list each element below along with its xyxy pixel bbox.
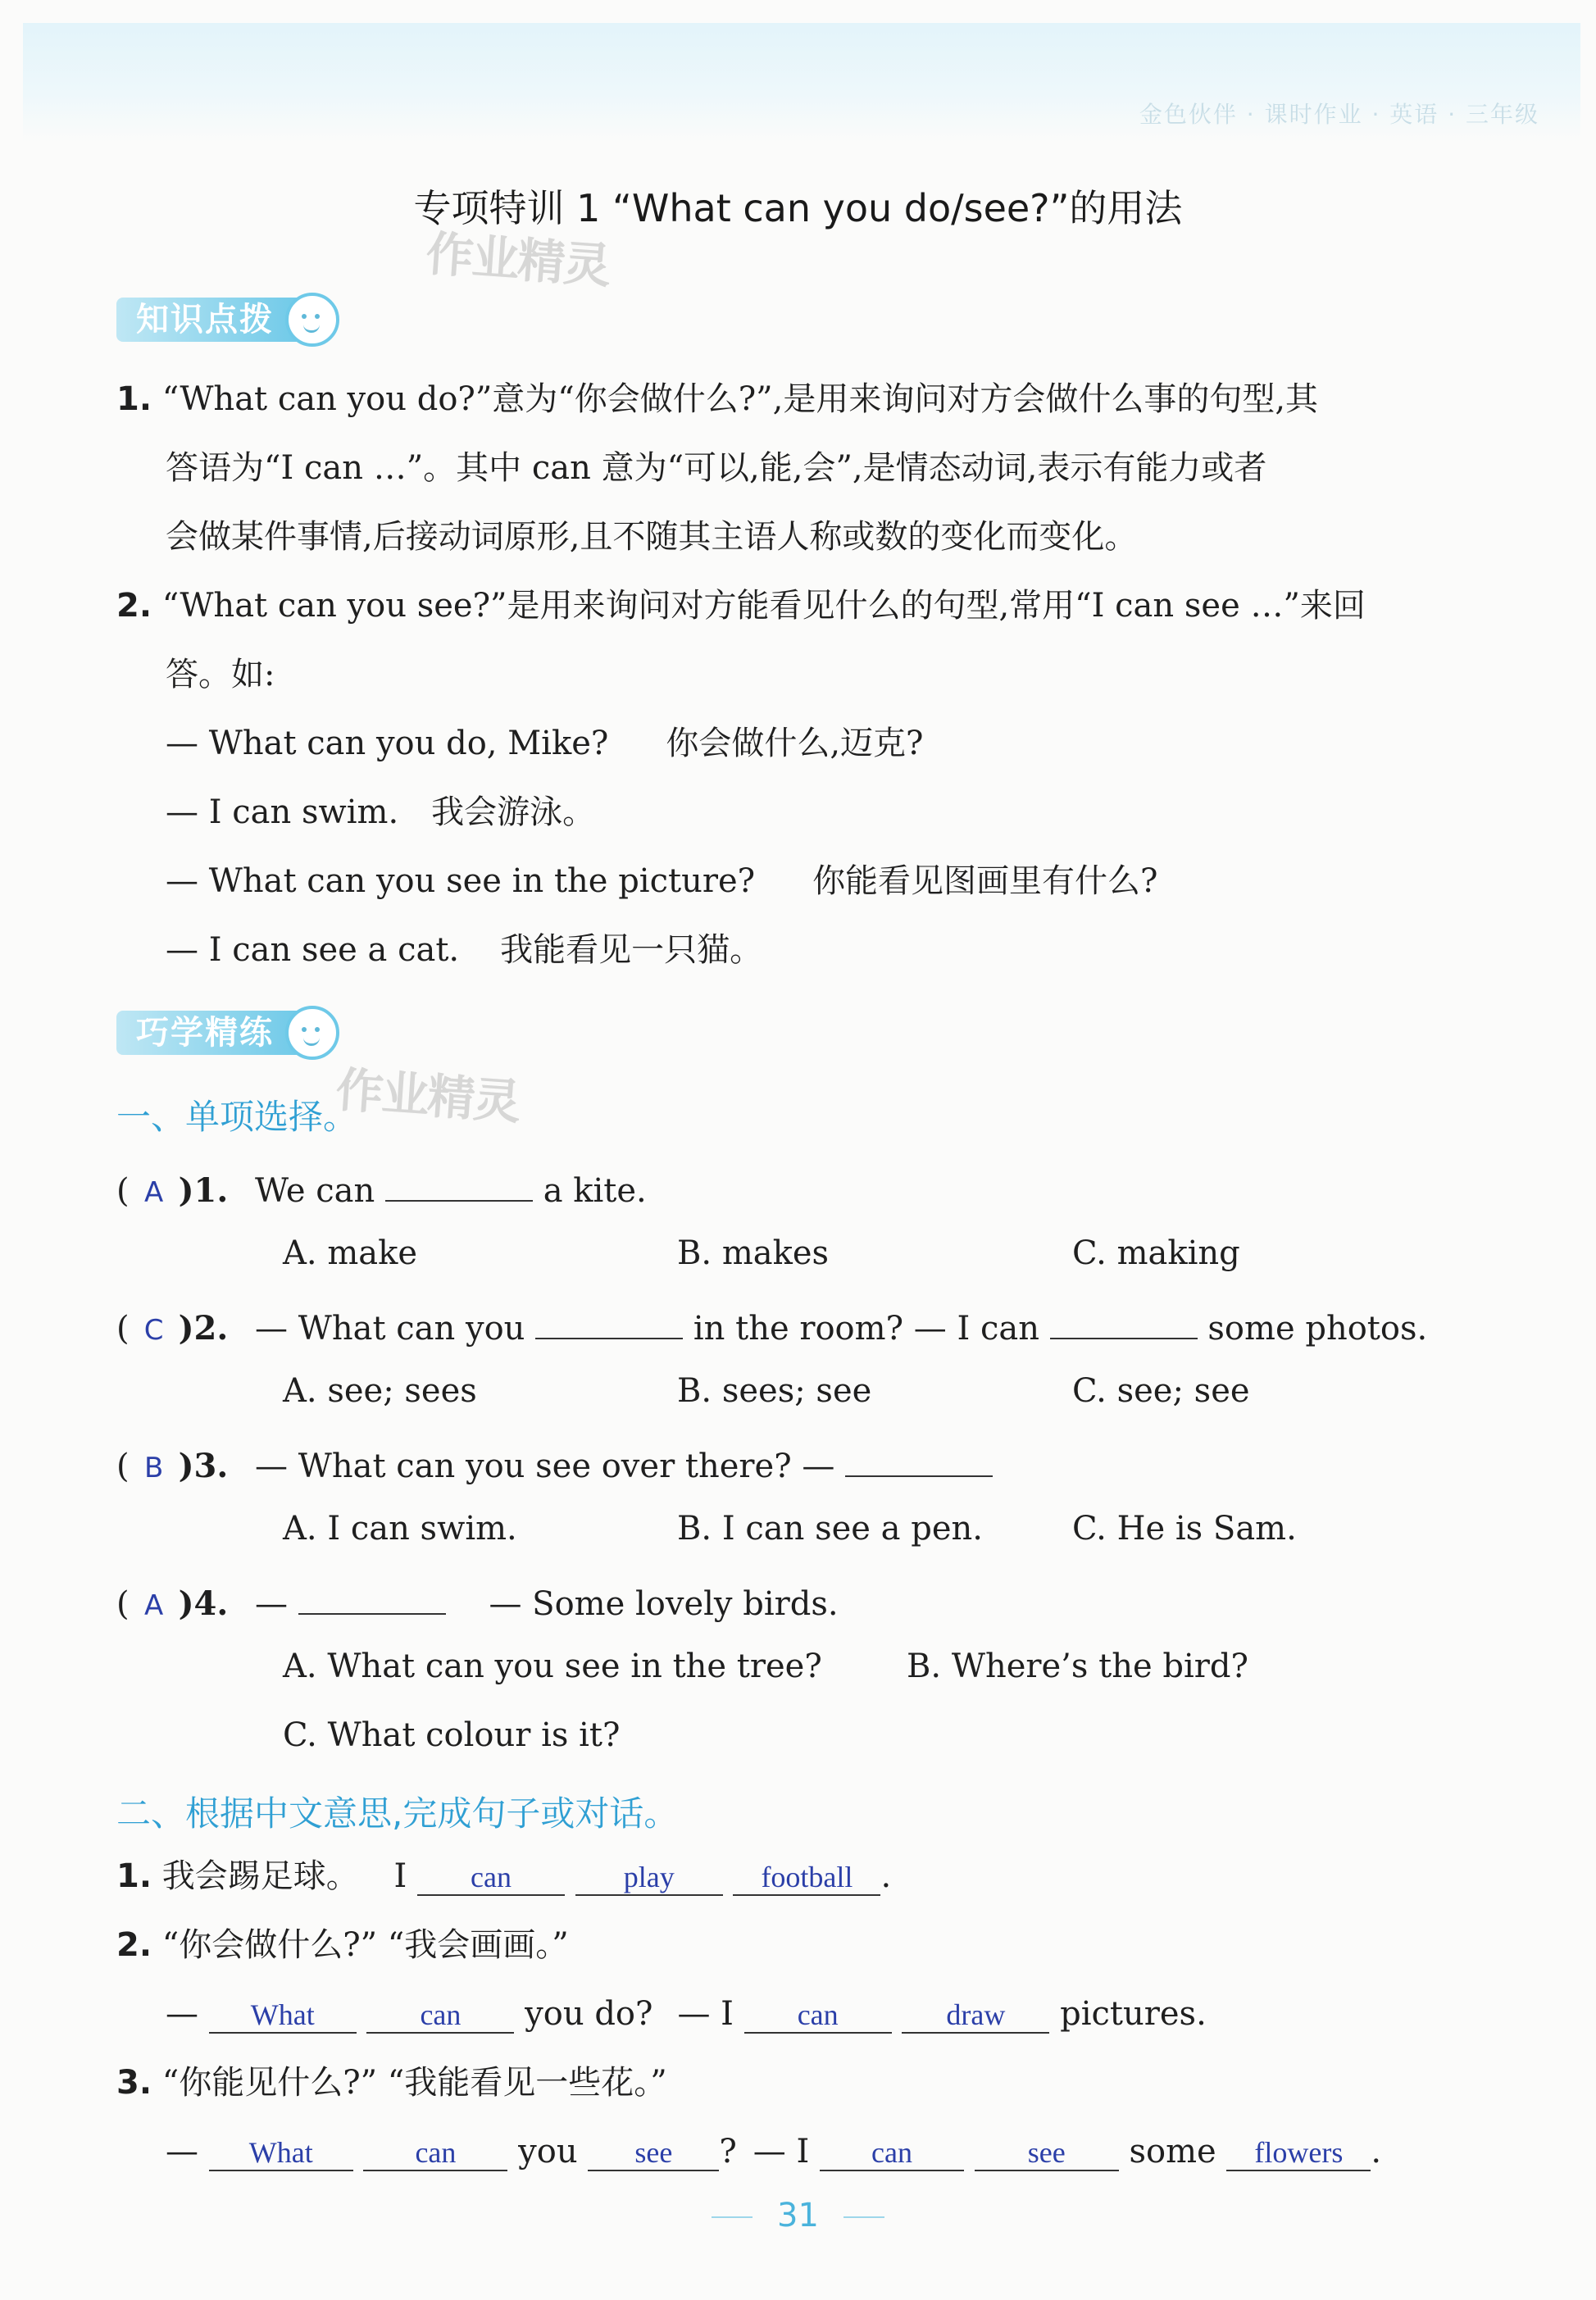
mc-2-option-c: C. see; see (1072, 1372, 1250, 1410)
banner-text: 金色伙伴 · 课时作业 · 英语 · 三年级 (1139, 101, 1539, 128)
blank[interactable]: football (733, 1858, 880, 1896)
blank[interactable] (385, 1164, 533, 1202)
mc-2-option-a: A. see; sees (283, 1372, 477, 1410)
example-3: — What can you see in the picture? 你能看见图画里有什么? (166, 862, 1158, 900)
blank[interactable]: play (575, 1858, 723, 1896)
mc-question-3: ( B )3. — What can you see over there? — (116, 1439, 993, 1489)
example-2: — I can swim. 我会游泳。 (166, 793, 596, 831)
blank[interactable]: What (209, 1996, 357, 2034)
mc-1-option-b: B. makes (677, 1234, 830, 1272)
mc-3-option-a: A. I can swim. (283, 1510, 517, 1548)
mc-1-option-a: A. make (283, 1234, 418, 1272)
example-4: — I can see a cat. 我能看见一只猫。 (166, 931, 763, 969)
watermark: 作业精灵 (334, 1061, 521, 1130)
example-1: — What can you do, Mike? 你会做什么,迈克? (166, 725, 924, 762)
knowledge-tag (116, 297, 339, 343)
watermark: 作业精灵 (424, 225, 612, 294)
blank[interactable]: draw (902, 1996, 1049, 2034)
mc-answer-4: A (143, 1589, 164, 1622)
fill-question-3: 3. “你能见什么?” “我能看见一些花。” (116, 2064, 667, 2102)
blank[interactable] (535, 1302, 683, 1339)
mc-3-option-c: C. He is Sam. (1072, 1510, 1297, 1548)
knowledge-item-1-line-2: 答语为“I can …”。其中 can 意为“可以,能,会”,是情态动词,表示有能力或者 (166, 449, 1267, 487)
blank[interactable]: can (366, 1996, 514, 2034)
blank[interactable]: see (975, 2134, 1119, 2171)
part2-heading: 二、根据中文意思,完成句子或对话。 (116, 1793, 679, 1834)
knowledge-item-2-line-2: 答。如: (166, 656, 275, 693)
fill-question-3-answer: — What can you see ? — I can see some flowers . (166, 2133, 1382, 2170)
mc-answer-1: A (143, 1176, 164, 1209)
knowledge-item-1-line-3: 会做某件事情,后接动词原形,且不随其主语人称或数的变化而变化。 (166, 518, 1138, 556)
fill-question-2: 2. “你会做什么?” “我会画画。” (116, 1926, 569, 1964)
smiley-icon (285, 293, 339, 347)
blank[interactable]: can (744, 1996, 892, 2034)
mc-question-4: ( A )4. — — Some lovely birds. (116, 1577, 839, 1626)
knowledge-item-1-line-1: 1. “What can you do?”意为“你会做什么?”,是用来询问对方会做什么事的句型,其 (116, 380, 1319, 418)
practice-tag (116, 1010, 339, 1056)
smiley-icon (285, 1006, 339, 1060)
knowledge-tag-label: 知识点拨 (116, 298, 303, 342)
mc-4-option-a: A. What can you see in the tree? (283, 1648, 822, 1685)
fill-question-1: 1. 我会踢足球。 I can play football . (116, 1857, 892, 1895)
knowledge-item-2-line-1: 2. “What can you see?”是用来询问对方能看见什么的句型,常用“I can see …”来回 (116, 587, 1366, 625)
fill-question-2-answer: — What can you do? — I can draw pictures. (166, 1995, 1207, 2033)
blank[interactable]: can (363, 2134, 507, 2171)
blank[interactable]: flowers (1226, 2134, 1371, 2171)
blank[interactable]: What (209, 2134, 353, 2171)
blank[interactable]: can (820, 2134, 964, 2171)
blank[interactable]: see (588, 2134, 719, 2171)
blank[interactable] (845, 1439, 993, 1477)
page-number: 31 (0, 2197, 1596, 2234)
part1-heading: 一、单项选择。 (116, 1097, 358, 1137)
mc-answer-3: B (143, 1452, 164, 1484)
mc-2-option-b: B. sees; see (677, 1372, 872, 1410)
mc-4-option-b: B. Where’s the bird? (907, 1648, 1248, 1685)
blank[interactable] (1050, 1302, 1198, 1339)
header-banner (23, 23, 1580, 142)
mc-4-option-c: C. What colour is it? (283, 1716, 621, 1754)
mc-question-2: ( C )2. — What can you in the room? — I can some photos. (116, 1302, 1427, 1351)
mc-answer-2: C (143, 1314, 164, 1347)
page-title: 专项特训 1 “What can you do/see?”的用法 (413, 186, 1183, 230)
blank[interactable]: can (417, 1858, 565, 1896)
blank[interactable] (298, 1577, 446, 1615)
practice-tag-label: 巧学精练 (116, 1011, 303, 1055)
mc-3-option-b: B. I can see a pen. (677, 1510, 983, 1548)
mc-question-1: ( A )1. We can a kite. (116, 1164, 647, 1213)
mc-1-option-c: C. making (1072, 1234, 1240, 1272)
